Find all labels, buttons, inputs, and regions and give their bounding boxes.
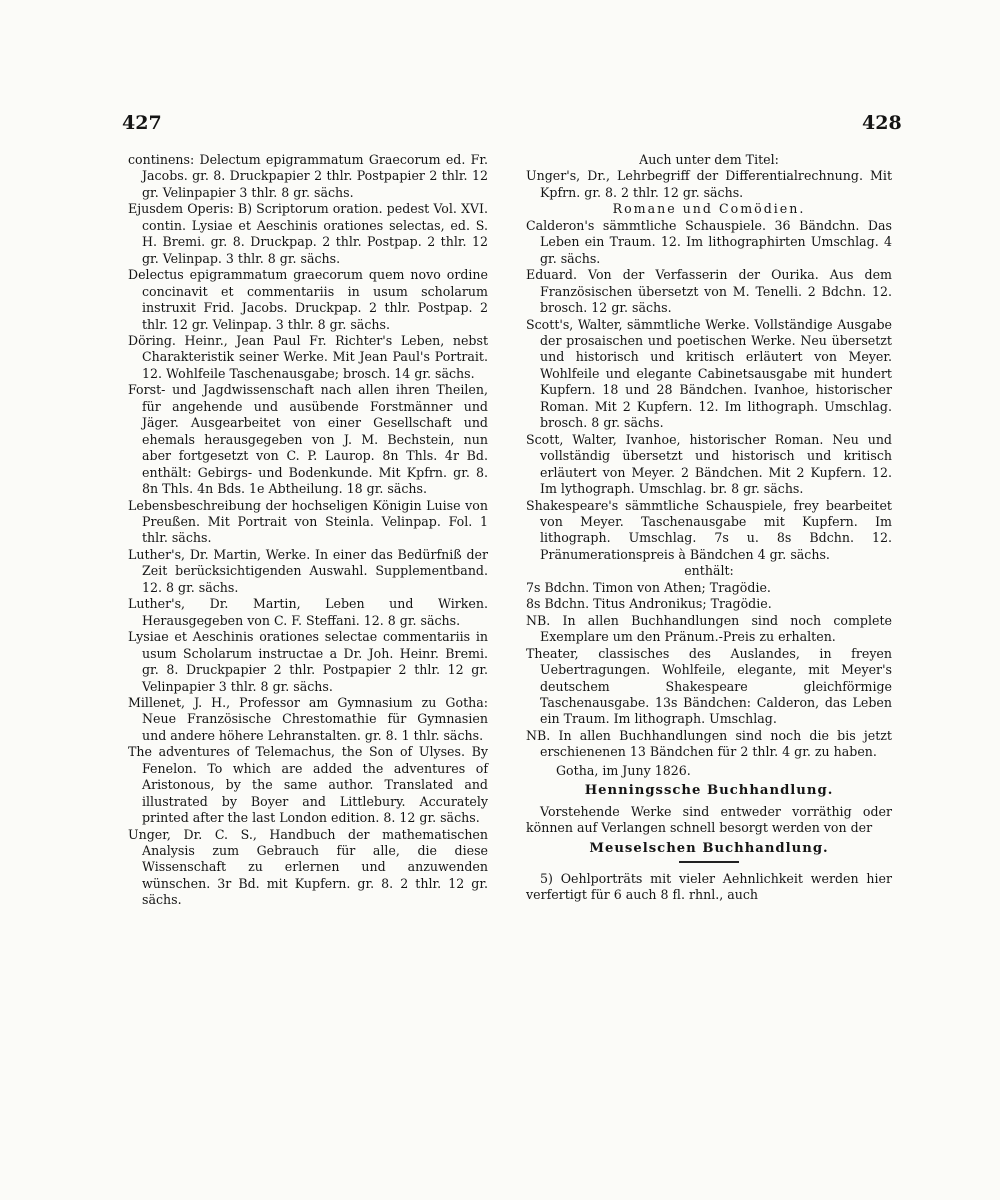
enthalt-line-8: 8s Bdchn. Titus Andronikus; Tragödie. — [526, 596, 772, 612]
auch-heading: Auch unter dem Titel: — [639, 152, 779, 167]
right-column — [526, 152, 892, 904]
page-number-left: 427 — [122, 112, 162, 134]
unger-entry: Unger's, Dr., Lehrbegriff der Differentialrechnung. Mit Kpfrn. gr. 8. 2 thlr. 12 gr. sächs. — [526, 168, 892, 200]
firm-signature-meusel: Meuselschen Buchhandlung. — [589, 840, 829, 856]
dateline: Gotha, im Juny 1826. — [556, 762, 691, 778]
firm-signature-henning: Henningssche Buchhandlung. — [584, 783, 834, 799]
catalog-entry: Eduard. Von der Verfasserin der Ourika. Aus dem Französischen übersetzt von M. Tenelli. 2 Bdchn. 12. brosch. 12 gr. sächs. — [526, 267, 892, 316]
nb-note-1: NB. In allen Buchhandlungen sind noch complete Exemplare um den Pränum.-Preis zu erhalten. — [526, 612, 892, 645]
catalog-entry: Lebensbeschreibung der hochseligen Königin Luise von Preußen. Mit Portrait von Steinla. Velinpap. Fol. 1 thlr. sächs. — [128, 497, 488, 546]
catalog-entry: Unger, Dr. C. S., Handbuch der mathematischen Analysis zum Gebrauch für alle, die diese Wissenschaft zu erlernen und anzuwenden wünschen. 3r Bd. mit Kupfern. gr. 8. 2 thlr. 12 gr. sächs. — [128, 826, 488, 908]
theater-entry: Theater, classisches des Auslandes, in freyen Uebertragungen. Wohlfeile, elegante, mit Meyer's deutschem Shakespeare gleichförmige Taschenausgabe. 13s Bändchen: Calderon, das Leben ein Traum. Im lithograph. Umschlag. — [526, 645, 892, 727]
catalog-entry: Döring. Heinr., Jean Paul Fr. Richter's Leben, nebst Charakteristik seiner Werke. Mit Jean Paul's Portrait. 12. Wohlfeile Taschenausgabe; brosch. 14 gr. sächs. — [128, 332, 488, 381]
catalog-entry: Lysiae et Aeschinis orationes selectae commentariis in usum Scholarum instructae a Dr. Joh. Heinr. Bremi. gr. 8. Druckpapier 2 thlr. Postpapier 2 thlr. 12 gr. Velinpapier 3 thlr. 8 gr. sächs. — [128, 629, 488, 694]
catalog-entry: Luther's, Dr. Martin, Werke. In einer das Bedürfniß der Zeit berücksichtigenden Auswahl. Supplementband. 12. 8 gr. sächs. — [128, 546, 488, 595]
catalog-entry: The adventures of Telemachus, the Son of Ulyses. By Fenelon. To which are added the adventures of Aristonous, by the same author. Translated and illustrated by Boyer and Littlebury. Accurately printed after the last London edition. 8. 12 gr. sächs. — [128, 744, 488, 826]
enthalt-line-7: 7s Bdchn. Timon von Athen; Tragödie. — [526, 579, 771, 595]
catalog-entry: Luther's, Dr. Martin, Leben und Wirken. Herausgegeben von C. F. Steffani. 12. 8 gr. sächs. — [128, 596, 488, 628]
catalog-entry: Ejusdem Operis: B) Scriptorum oration. pedest Vol. XVI. contin. Lysiae et Aeschinis orationes selectas, ed. S. H. Bremi. gr. 8. Druckpap. 2 thlr. Postpap. 2 thlr. 12 gr. Velinpap. 3 thlr. 8 gr. sächs. — [128, 201, 488, 266]
catalog-entry: Millenet, J. H., Professor am Gymnasium zu Gotha: Neue Französische Chrestomathie für Gymnasien und andere höhere Lehranstalten. gr. 8. 1 thlr. sächs. — [128, 694, 488, 743]
right-entries — [526, 218, 892, 564]
section-heading: Romane und Comödien. — [612, 201, 806, 217]
nb-note-2: NB. In allen Buchhandlungen sind noch die bis jetzt erschienenen 13 Bändchen für 2 thlr. 4 gr. zu haben. — [526, 727, 892, 760]
enthalt-label: enthält: — [684, 563, 734, 579]
notice-paragraph: Vorstehende Werke sind entweder vorräthig oder können auf Verlangen schnell besorgt werden von der — [526, 803, 892, 836]
page-number-right: 428 — [862, 112, 902, 134]
divider-rule — [679, 861, 739, 863]
catalog-entry: Scott's, Walter, sämmtliche Werke. Vollständige Ausgabe der prosaischen und poetischen Werke. Neu übersetzt und historisch und kritisch erläutert von Meyer. Wohlfeile und elegante Cabinetsausgabe mit hundert Kupfern. 18 und 28 Bändchen. Ivanhoe, historischer Roman. Mit 2 Kupfern. 12. Im lithograph. Umschlag. brosch. 8 gr. sächs. — [526, 316, 892, 431]
item-5-paragraph: 5) Oehlporträts mit vieler Aehnlichkeit werden hier verfertigt für 6 auch 8 fl. rhnl., auch — [526, 871, 892, 903]
catalog-entry: Shakespeare's sämmtliche Schauspiele, frey bearbeitet von Meyer. Taschenausgabe mit Kupfern. Im lithograph. Umschlag. 7s u. 8s Bdchn. 12. Pränumerationspreis à Bändchen 4 gr. sächs. — [526, 497, 892, 562]
catalog-entry: Forst- und Jagdwissenschaft nach allen ihren Theilen, für angehende und ausübende Forstmänner und Jäger. Ausgearbeitet von einer Gesellschaft und ehemals herausgegeben von J. M. Bechstein, nun aber fortgesetzt von C. P. Laurop. 8n Thls. 4r Bd. enthält: Gebirgs- und Bodenkunde. Mit Kpfrn. gr. 8. 8n Thls. 4n Bds. 1e Abtheilung. 18 gr. sächs. — [128, 382, 488, 497]
catalog-entry: Scott, Walter, Ivanhoe, historischer Roman. Neu und vollständig übersetzt und historisch und kritisch erläutert von Meyer. 2 Bändchen. Mit 2 Kupfern. 12. Im lythograph. Umschlag. br. 8 gr. sächs. — [526, 431, 892, 497]
catalog-entry: Calderon's sämmtliche Schauspiele. 36 Bändchn. Das Leben ein Traum. 12. Im lithographirten Umschlag. 4 gr. sächs. — [526, 217, 892, 266]
catalog-entry: Delectus epigrammatum graecorum quem novo ordine concinavit et commentariis in usum scholarum instruxit Frid. Jacobs. Druckpap. 2 thlr. Postpap. 2 thlr. 12 gr. Velinpap. 3 thlr. 8 gr. sächs. — [128, 267, 488, 332]
left-column — [128, 152, 488, 909]
catalog-entry: continens: Delectum epigrammatum Graecorum ed. Fr. Jacobs. gr. 8. Druckpapier 2 thlr. Postpapier 2 thlr. 12 gr. Velinpapier 3 thlr. 8 gr. sächs. — [128, 152, 488, 200]
